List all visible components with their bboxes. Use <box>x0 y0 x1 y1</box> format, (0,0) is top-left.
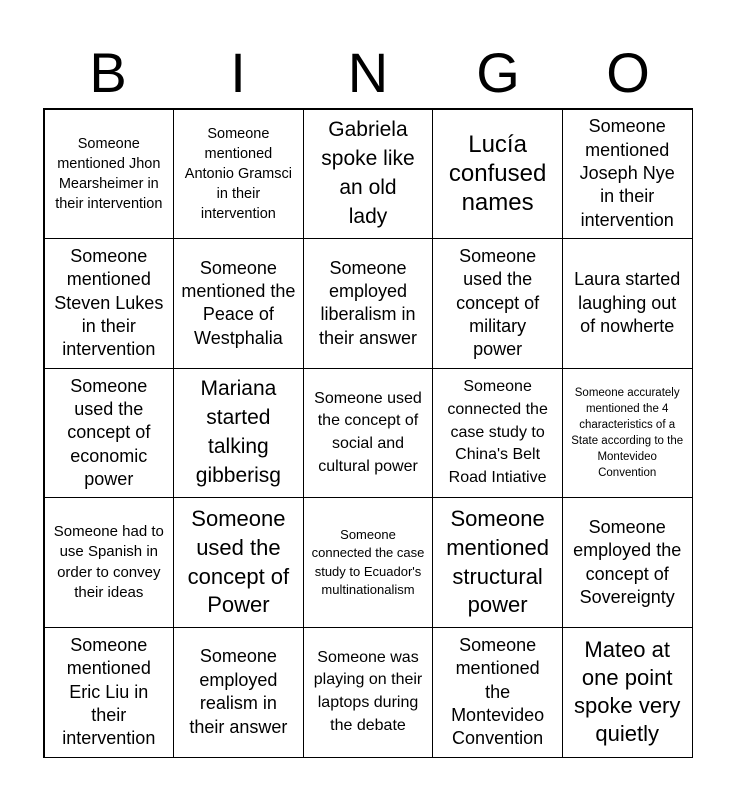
cell-text: Someone employed the concept of Sovereignty <box>573 516 682 607</box>
cell-text: Someone had to use Spanish in order to convey their ideas <box>53 523 164 601</box>
bingo-cell-4-2[interactable] <box>173 497 304 628</box>
cell-text: Someone mentioned Antonio Gramsci in their intervention <box>184 125 292 222</box>
bingo-cell-2-2[interactable] <box>173 238 304 369</box>
bingo-cell-2-3[interactable] <box>303 238 434 369</box>
header-letter-n: N <box>347 41 389 104</box>
bingo-cell-3-3[interactable] <box>303 368 434 499</box>
bingo-cell-3-1[interactable] <box>44 368 175 499</box>
bingo-cell-4-3[interactable] <box>303 497 434 628</box>
bingo-cell-1-2[interactable] <box>173 109 304 240</box>
bingo-cell-5-4[interactable] <box>432 627 563 758</box>
bingo-header <box>43 38 693 108</box>
bingo-cell-1-4[interactable] <box>432 109 563 240</box>
cell-text: Someone mentioned the Montevideo Convention <box>451 634 545 749</box>
bingo-cell-4-4[interactable] <box>432 497 563 628</box>
cell-text: Laura started laughing out of nowherte <box>574 269 681 337</box>
bingo-cell-3-4[interactable] <box>432 368 563 499</box>
cell-text: Someone mentioned Joseph Nye in their intervention <box>579 116 675 230</box>
cell-text: Someone mentioned Jhon Mearsheimer in their intervention <box>55 135 163 212</box>
bingo-cell-3-2[interactable] <box>173 368 304 499</box>
bingo-cell-1-1[interactable] <box>44 109 175 240</box>
bingo-cell-4-5[interactable] <box>562 497 693 628</box>
bingo-cell-2-4[interactable] <box>432 238 563 369</box>
cell-text: Someone mentioned the Peace of Westphalia <box>181 257 296 348</box>
bingo-cell-1-3[interactable] <box>303 109 434 240</box>
cell-text: Someone was playing on their laptops during the debate <box>313 648 423 734</box>
bingo-cell-3-5[interactable] <box>562 368 693 499</box>
bingo-cell-2-5[interactable] <box>562 238 693 369</box>
cell-text: Someone connected the case study to China's Belt Road Intiative <box>447 378 548 487</box>
bingo-cell-5-3[interactable] <box>303 627 434 758</box>
header-letter-g: G <box>476 41 520 104</box>
cell-text: Someone mentioned Eric Liu in their intervention <box>62 634 156 749</box>
cell-text: Gabriela spoke like an old lady <box>321 117 415 228</box>
bingo-cell-5-1[interactable] <box>44 627 175 758</box>
cell-text: Someone accurately mentioned the 4 characteristics of a State according to the Montevideo Convention <box>571 386 684 480</box>
cell-text: Mariana started talking gibberisg <box>195 377 281 487</box>
cell-text: Lucía confused names <box>448 130 547 217</box>
bingo-grid <box>43 108 693 758</box>
header-letter-o: O <box>606 41 650 104</box>
bingo-cell-4-1[interactable] <box>44 497 175 628</box>
bingo-cell-5-2[interactable] <box>173 627 304 758</box>
bingo-cell-5-5[interactable] <box>562 627 693 758</box>
cell-text: Someone used the concept of social and cultural power <box>314 389 422 475</box>
header-letter-b: B <box>89 41 127 104</box>
cell-text: Someone employed liberalism in their answer <box>318 257 418 348</box>
bingo-cell-1-5[interactable] <box>562 109 693 240</box>
bingo-cell-2-1[interactable] <box>44 238 175 369</box>
header-letter-i: I <box>230 41 246 104</box>
cell-text: Someone mentioned Steven Lukes in their intervention <box>54 245 164 360</box>
cell-text: Someone used the concept of Power <box>187 506 290 618</box>
cell-text: Someone connected the case study to Ecuador's multinationalism <box>311 526 425 598</box>
cell-text: Mateo at one point spoke very quietly <box>574 636 681 747</box>
cell-text: Someone used the concept of military power <box>456 245 540 360</box>
cell-text: Someone used the concept of economic power <box>67 375 151 490</box>
cell-text: Someone mentioned structural power <box>446 506 549 618</box>
cell-text: Someone employed realism in their answer <box>189 646 288 737</box>
